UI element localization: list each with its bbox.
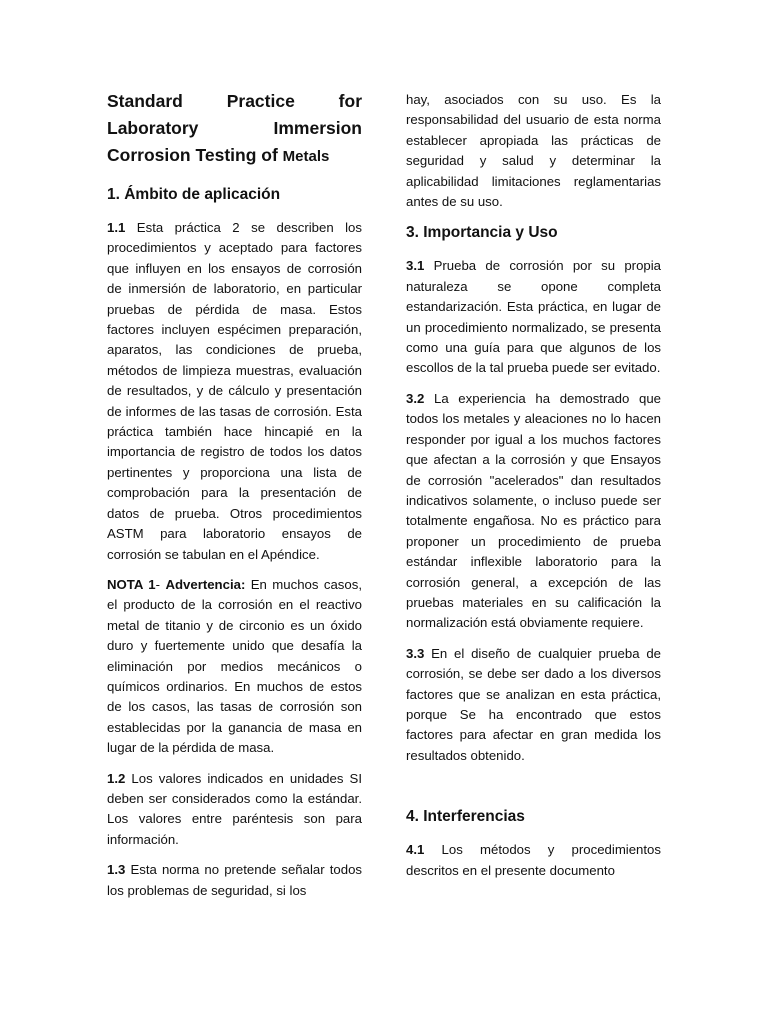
note-1-label: Advertencia: <box>165 576 246 592</box>
note-1-dash: - <box>155 576 166 592</box>
section-1-heading: 1. Ámbito de aplicación <box>107 186 281 203</box>
left-column <box>107 88 362 911</box>
paragraph-1-3-number: 1.3 <box>107 862 126 878</box>
paragraph-3-2 <box>406 389 661 634</box>
paragraph-4-1-text: Los métodos y procedimientos descritos en el presente documento <box>406 842 661 878</box>
paragraph-3-2-text: La experiencia ha demostrado que todos los metales y aleaciones no lo hacen responder por igual a los muchos factores que afectan a la corrosión y que Ensayos de corrosión "acelerados" dan resultados indicativos solamente, o incluso puede ser totalmente engañosa. No es práctico para proponer un procedimiento de prueba estándar inflexible laboratorio para la corrosión general, a excepción de las pruebas materiales en su calificación la normalización está obviamente requiere. <box>406 390 661 631</box>
document-title <box>107 88 362 170</box>
paragraph-3-3-text: En el diseño de cualquier prueba de corrosión, se debe ser dado a los diversos factores que se analizan en esta práctica, porque Se ha encontrado que estos factores para afectar en gran medida los resultados obtenido. <box>406 645 661 763</box>
paragraph-1-2-number: 1.2 <box>107 770 126 786</box>
paragraph-1-1 <box>107 218 362 565</box>
note-1-number: NOTA 1 <box>107 576 156 592</box>
section-4-heading: 4. Interferencias <box>406 808 525 826</box>
paragraph-3-1-number: 3.1 <box>406 258 425 274</box>
paragraph-3-2-number: 3.2 <box>406 390 425 406</box>
right-column <box>406 90 661 891</box>
paragraph-3-1-text: Prueba de corrosión por su propia naturaleza se opone completa estandarización. Esta práctica, en lugar de un procedimiento normalizado, se presenta como una guía para que algunos de los escollos de la tal prueba puede ser evitado. <box>406 258 661 376</box>
title-metals: Metals <box>282 148 330 165</box>
paragraph-1-2 <box>107 769 362 851</box>
note-1 <box>107 575 362 759</box>
spacer <box>406 776 661 806</box>
paragraph-1-3-text: Esta norma no pretende señalar todos los problemas de seguridad, si los <box>107 862 362 898</box>
section-3-heading: 3. Importancia y Uso <box>406 224 558 242</box>
paragraph-continued: hay, asociados con su uso. Es la responsabilidad del usuario de esta norma establecer apropiada las prácticas de seguridad y salud y determinar la aplicabilidad limitaciones reglamentarias antes de su uso. <box>406 92 661 210</box>
paragraph-3-1 <box>406 256 661 378</box>
paragraph-3-3 <box>406 644 661 766</box>
paragraph-1-1-number: 1.1 <box>107 220 126 235</box>
paragraph-1-1-text: Esta práctica 2 se describen los procedimientos y aceptado para factores que influyen en los ensayos de corrosión de inmersión de laboratorio, en particular pruebas de pérdida de masa. Estos factores incluyen espécimen preparación, aparatos, las condiciones de prueba, métodos de limpieza muestras, evaluación de resultados, y de cálculo y presentación de informes de las tasas de corrosión. Esta práctica también hace hincapié en la importancia de registro de todos los datos pertinentes y proporciona una lista de comprobación para la presentación de datos de prueba. Otros procedimientos ASTM para laboratorio ensayos de corrosión se tabulan en el Apéndice. <box>107 220 362 562</box>
paragraph-4-1 <box>406 840 661 881</box>
note-1-text: En muchos casos, el producto de la corrosión en el reactivo metal de titanio y de circonio es un óxido duro y fuertemente unido que desafía la eliminación por medios mecánicos o químicos ordinarios. En muchos de estos de los casos, las tasas de corrosión son establecidas por la ganancia de masa en lugar de la pérdida de masa. <box>107 576 362 756</box>
paragraph-4-1-number: 4.1 <box>406 842 425 858</box>
title-main: Standard Practice for Laboratory Immersion Corrosion Testing of <box>107 91 362 165</box>
paragraph-1-3 <box>107 860 362 901</box>
paragraph-3-3-number: 3.3 <box>406 645 425 661</box>
paragraph-1-2-text: Los valores indicados en unidades SI deben ser considerados como la estándar. Los valores entre paréntesis son para información. <box>107 770 362 847</box>
